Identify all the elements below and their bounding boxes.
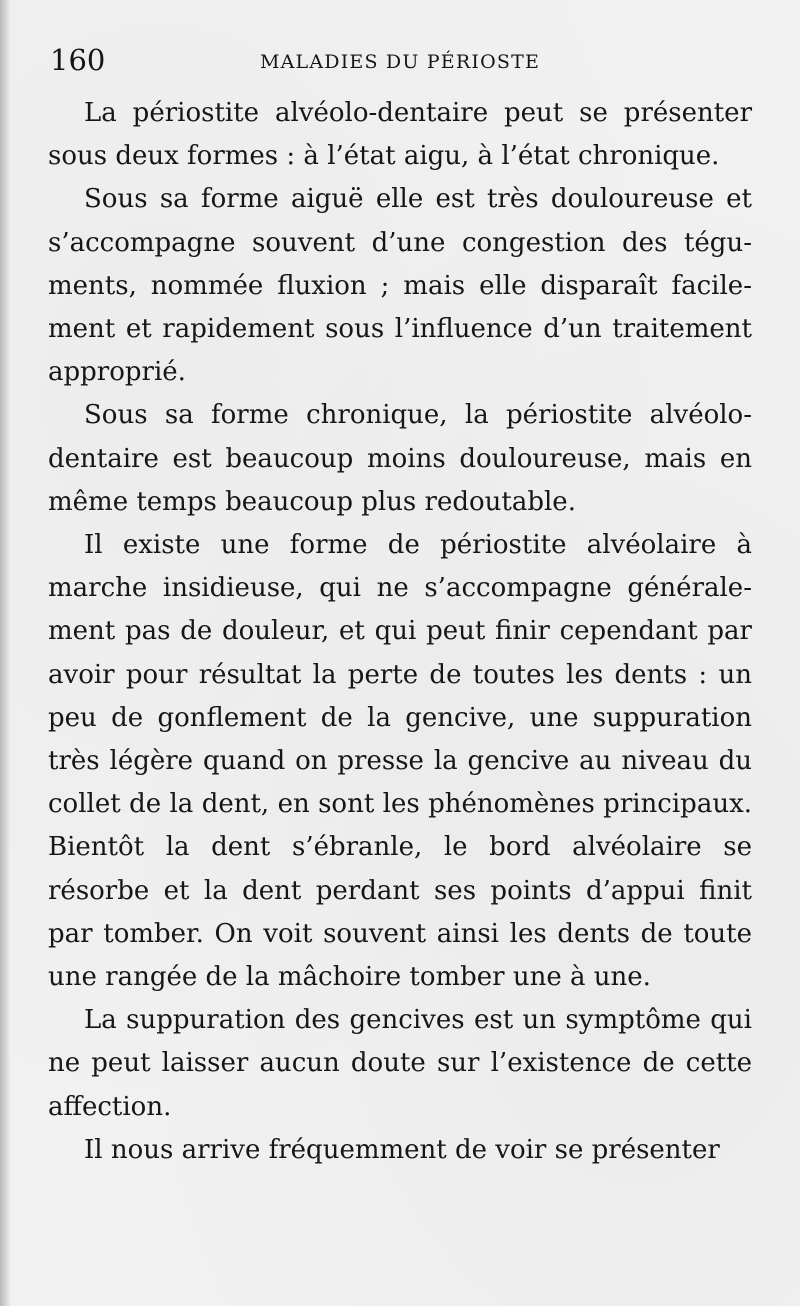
paragraph-1: La périostite alvéolo-dentaire peut se présenter sous deux formes : à l’état aigu, à l’état chronique. xyxy=(48,98,752,172)
body-text xyxy=(48,92,752,1172)
page-header xyxy=(50,40,750,80)
page-edge-shadow xyxy=(0,0,10,1306)
running-title: MALADIES DU PÉRIOSTE xyxy=(259,51,541,73)
paragraph-2: Sous sa forme aiguë elle est très douloureuse et s’accompagne souvent d’une congestion des téguments, nommée fluxion ; mais elle disparaît facilement et rapidement sous l’influence d’un traitement approprié. xyxy=(48,184,752,388)
paragraph-6: Il nous arrive fréquemment de voir se présenter xyxy=(84,1134,720,1165)
page-number: 160 xyxy=(50,43,106,77)
paragraph-4: Il existe une forme de périostite alvéolaire à marche insidieuse, qui ne s’accompagne généralement pas de douleur, et qui peut finir cependant par avoir pour résultat la perte de toutes les dents : un peu de gonflement de la gencive, une suppuration très légère quand on presse la gencive au niveau du collet de la dent, en sont les phénomènes principaux. Bientôt la dent s’ébranle, le bord alvéolaire se résorbe et la dent perdant ses points d’appui finit par tomber. On voit souvent ainsi les dents de toute une rangée de la mâchoire tomber une à une. xyxy=(48,530,752,993)
paragraph-3: Sous sa forme chronique, la périostite alvéolo-dentaire est beaucoup moins douloureuse, mais en même temps beaucoup plus redoutable. xyxy=(48,400,752,517)
paragraph-5: La suppuration des gencives est un symptôme qui ne peut laisser aucun doute sur l’existence de cette affection. xyxy=(48,1005,752,1122)
